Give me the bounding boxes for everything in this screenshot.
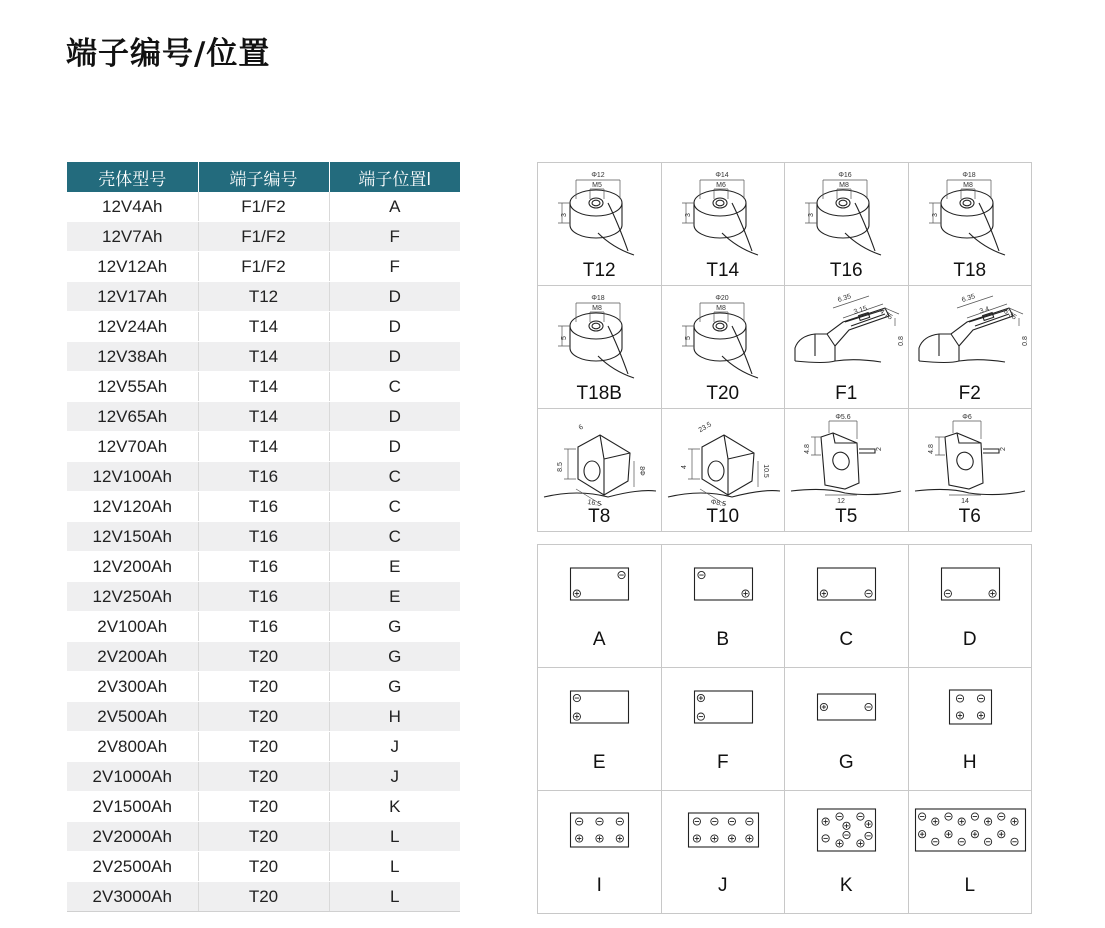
negative-terminal-icon [984, 838, 991, 845]
positive-terminal-icon [918, 831, 925, 838]
cell-case-model: 2V1000Ah [67, 762, 198, 792]
terminal-illustration [538, 409, 661, 509]
cell-terminal-number: T20 [198, 852, 329, 882]
negative-terminal-icon [693, 818, 700, 825]
battery-top-view [538, 791, 661, 871]
cell-terminal-position: J [329, 732, 460, 762]
cell-terminal-position: J [329, 762, 460, 792]
position-label: F [716, 752, 729, 773]
positive-terminal-icon [573, 713, 580, 720]
position-cell-b [662, 545, 786, 668]
terminal-label: T16 [829, 260, 863, 281]
column-header-terminal-number: 端子编号 [198, 162, 329, 192]
table-row [67, 222, 460, 252]
positive-terminal-icon [958, 818, 965, 825]
terminal-type-grid [537, 162, 1032, 532]
cell-case-model: 2V3000Ah [67, 882, 198, 912]
tab-terminal-drawing [919, 293, 1029, 362]
position-cell-e [538, 668, 662, 791]
cell-case-model: 12V12Ah [67, 252, 198, 282]
cell-case-model: 12V55Ah [67, 372, 198, 402]
position-cell-c [785, 545, 909, 668]
cell-terminal-number: T14 [198, 372, 329, 402]
round-terminal-drawing [682, 172, 758, 255]
cell-terminal-number: T16 [198, 552, 329, 582]
cell-terminal-position: K [329, 792, 460, 822]
dimension-thread: M8 [839, 182, 849, 189]
dimension-length: 12 [837, 498, 845, 505]
position-cell-i [538, 791, 662, 914]
dimension-thickness: 0.8 [898, 336, 905, 346]
battery-top-view [662, 545, 785, 625]
battery-top-view [909, 545, 1032, 625]
battery-top-view [662, 791, 785, 871]
cell-case-model: 2V300Ah [67, 672, 198, 702]
terminal-cell-t18b [538, 286, 662, 409]
dimension-thickness: 0.8 [1021, 336, 1029, 346]
table-row [67, 282, 460, 312]
positive-terminal-icon [710, 835, 717, 842]
positive-terminal-icon [741, 590, 748, 597]
terminal-label: T5 [835, 506, 858, 527]
negative-terminal-icon [836, 813, 843, 820]
negative-terminal-icon [822, 835, 829, 842]
column-header-terminal-position: 端子位置l [329, 162, 460, 192]
dimension-top: 6 [577, 423, 585, 432]
position-label: I [596, 875, 602, 896]
table-row [67, 252, 460, 282]
table-row [67, 192, 460, 222]
round-terminal-drawing [558, 295, 634, 378]
cell-case-model: 12V70Ah [67, 432, 198, 462]
cell-terminal-position: F [329, 222, 460, 252]
cell-terminal-number: T20 [198, 672, 329, 702]
position-cell-g [785, 668, 909, 791]
dimension-width: 4.75 [878, 307, 894, 322]
table-row [67, 492, 460, 522]
block-terminal-drawing [668, 421, 780, 508]
table-row [67, 432, 460, 462]
position-label: G [838, 752, 854, 773]
terminal-illustration [909, 163, 1032, 263]
battery-top-view [538, 545, 661, 625]
dimension-height: 3 [931, 213, 939, 217]
cell-terminal-number: T16 [198, 582, 329, 612]
negative-terminal-icon [865, 832, 872, 839]
negative-terminal-icon [1010, 838, 1017, 845]
terminal-spec-table [67, 162, 460, 912]
negative-terminal-icon [843, 831, 850, 838]
positive-terminal-icon [977, 712, 984, 719]
cell-terminal-position: L [329, 822, 460, 852]
position-label: B [716, 629, 730, 650]
positive-terminal-icon [728, 835, 735, 842]
cell-terminal-position: L [329, 882, 460, 912]
negative-terminal-icon [971, 813, 978, 820]
position-cell-a [538, 545, 662, 668]
negative-terminal-icon [931, 838, 938, 845]
dimension-top: 23.5 [697, 421, 713, 435]
cell-terminal-position: D [329, 312, 460, 342]
table-row [67, 672, 460, 702]
cell-terminal-position: E [329, 552, 460, 582]
table-row [67, 612, 460, 642]
terminal-position-grid [537, 544, 1032, 914]
terminal-label: T6 [958, 506, 981, 527]
negative-terminal-icon [616, 818, 623, 825]
positive-terminal-icon [843, 822, 850, 829]
dimension-diameter: Φ20 [714, 295, 729, 302]
battery-top-view [909, 668, 1032, 748]
cell-case-model: 12V120Ah [67, 492, 198, 522]
battery-outline [915, 809, 1025, 851]
positive-terminal-icon [857, 840, 864, 847]
position-label: K [839, 875, 853, 896]
positive-terminal-icon [836, 840, 843, 847]
terminal-cell-t12 [538, 163, 662, 286]
table-row [67, 852, 460, 882]
terminal-label: T20 [706, 383, 740, 404]
dimension-height: 3 [808, 213, 815, 217]
round-terminal-drawing [805, 172, 881, 255]
battery-outline [818, 809, 876, 851]
cell-terminal-number: T16 [198, 612, 329, 642]
positive-terminal-icon [1010, 818, 1017, 825]
cell-terminal-number: T14 [198, 342, 329, 372]
dimension-right: 10.5 [761, 464, 769, 478]
terminal-label: T8 [588, 506, 611, 527]
dimension-diameter: Φ14 [714, 172, 729, 179]
dimension-slot: 3.4 [978, 305, 990, 316]
terminal-cell-f2 [909, 286, 1033, 409]
dimension-bottom: Φ8.5 [709, 498, 726, 509]
dimension-thread: M8 [592, 305, 602, 312]
position-cell-k [785, 791, 909, 914]
cell-case-model: 12V200Ah [67, 552, 198, 582]
negative-terminal-icon [977, 695, 984, 702]
dimension-thread: M8 [962, 182, 973, 189]
negative-terminal-icon [573, 694, 580, 701]
battery-top-view [538, 668, 661, 748]
terminal-cell-t6 [909, 409, 1033, 532]
battery-top-view [785, 791, 908, 871]
dimension-height: 5 [684, 336, 692, 340]
terminal-illustration [662, 409, 785, 509]
dimension-height: 4.8 [804, 444, 811, 454]
lug-terminal-drawing [915, 414, 1025, 505]
column-header-case-model: 壳体型号 [67, 162, 198, 192]
negative-terminal-icon [857, 813, 864, 820]
cell-terminal-number: T16 [198, 522, 329, 552]
dimension-width: 6.35 [1001, 307, 1017, 322]
round-terminal-drawing [558, 172, 634, 255]
block-terminal-drawing [544, 424, 656, 509]
cell-terminal-number: F1/F2 [198, 222, 329, 252]
table-row [67, 732, 460, 762]
dimension-bottom: 16.5 [586, 498, 602, 509]
positive-terminal-icon [573, 590, 580, 597]
table-row [67, 522, 460, 552]
terminal-cell-t10 [662, 409, 786, 532]
cell-terminal-position: H [329, 702, 460, 732]
terminal-cell-t14 [662, 163, 786, 286]
cell-terminal-number: T14 [198, 402, 329, 432]
battery-outline [949, 690, 991, 724]
cell-case-model: 12V250Ah [67, 582, 198, 612]
table-row [67, 582, 460, 612]
cell-terminal-number: F1/F2 [198, 192, 329, 222]
cell-terminal-number: T14 [198, 312, 329, 342]
terminal-label: T14 [706, 260, 740, 281]
terminal-illustration [785, 286, 908, 386]
cell-terminal-number: T12 [198, 282, 329, 312]
dimension-length: 6.35 [960, 293, 976, 305]
positive-terminal-icon [596, 835, 603, 842]
negative-terminal-icon [697, 571, 704, 578]
cell-terminal-number: T14 [198, 432, 329, 462]
cell-terminal-number: T20 [198, 882, 329, 912]
dimension-length: 14 [960, 498, 969, 505]
cell-terminal-position: L [329, 852, 460, 882]
cell-terminal-number: T16 [198, 462, 329, 492]
table-row [67, 402, 460, 432]
cell-terminal-position: F [329, 252, 460, 282]
cell-terminal-number: F1/F2 [198, 252, 329, 282]
cell-case-model: 2V1500Ah [67, 792, 198, 822]
cell-terminal-position: G [329, 612, 460, 642]
positive-terminal-icon [984, 818, 991, 825]
terminal-illustration [785, 163, 908, 263]
positive-terminal-icon [956, 712, 963, 719]
positive-terminal-icon [693, 835, 700, 842]
dimension-right: 8Φ [638, 466, 645, 476]
position-label: A [592, 629, 606, 650]
table-row [67, 762, 460, 792]
terminal-label: T10 [706, 506, 740, 527]
table-row [67, 882, 460, 912]
tab-terminal-drawing [795, 293, 905, 362]
page-title: 端子编号/位置 [66, 36, 271, 72]
positive-terminal-icon [997, 831, 1004, 838]
positive-terminal-icon [820, 590, 827, 597]
terminal-illustration [909, 409, 1032, 509]
dimension-slot: 3.15 [852, 305, 869, 317]
position-label: C [839, 629, 854, 650]
terminal-label: T12 [582, 260, 616, 281]
round-terminal-drawing [929, 172, 1005, 255]
table-row [67, 642, 460, 672]
negative-terminal-icon [745, 818, 752, 825]
dimension-side: 4 [680, 465, 688, 469]
table-row [67, 792, 460, 822]
negative-terminal-icon [944, 590, 951, 597]
negative-terminal-icon [918, 813, 925, 820]
cell-case-model: 12V65Ah [67, 402, 198, 432]
position-label: D [962, 629, 977, 650]
terminal-cell-t18 [909, 163, 1033, 286]
cell-terminal-number: T16 [198, 492, 329, 522]
cell-terminal-position: D [329, 432, 460, 462]
terminal-cell-t16 [785, 163, 909, 286]
cell-case-model: 12V38Ah [67, 342, 198, 372]
negative-terminal-icon [865, 703, 872, 710]
table-header-row [67, 162, 460, 192]
positive-terminal-icon [931, 818, 938, 825]
terminal-illustration [538, 163, 661, 263]
cell-case-model: 2V800Ah [67, 732, 198, 762]
cell-terminal-number: T20 [198, 822, 329, 852]
negative-terminal-icon [576, 818, 583, 825]
cell-terminal-number: T20 [198, 762, 329, 792]
dimension-height: 3 [561, 213, 568, 217]
table-row [67, 372, 460, 402]
table-row [67, 312, 460, 342]
terminal-label: F2 [958, 383, 981, 404]
cell-terminal-position: C [329, 522, 460, 552]
position-cell-l [909, 791, 1033, 914]
terminal-label: T18 [953, 260, 987, 281]
position-cell-d [909, 545, 1033, 668]
terminal-cell-t8 [538, 409, 662, 532]
negative-terminal-icon [958, 838, 965, 845]
cell-case-model: 12V17Ah [67, 282, 198, 312]
battery-top-view [662, 668, 785, 748]
position-cell-h [909, 668, 1033, 791]
dimension-thickness: 2 [876, 447, 883, 451]
cell-case-model: 2V200Ah [67, 642, 198, 672]
positive-terminal-icon [944, 831, 951, 838]
negative-terminal-icon [865, 590, 872, 597]
battery-top-view [909, 791, 1032, 871]
terminal-label: F1 [835, 383, 858, 404]
dimension-thread: M6 [715, 182, 726, 189]
positive-terminal-icon [576, 835, 583, 842]
dimension-hole: Φ6 [961, 414, 972, 421]
cell-case-model: 2V100Ah [67, 612, 198, 642]
terminal-cell-f1 [785, 286, 909, 409]
table-row [67, 822, 460, 852]
dimension-height: 4.8 [927, 444, 935, 454]
positive-terminal-icon [822, 818, 829, 825]
negative-terminal-icon [697, 713, 704, 720]
position-cell-f [662, 668, 786, 791]
position-cell-j [662, 791, 786, 914]
table-row [67, 462, 460, 492]
battery-top-view [785, 668, 908, 748]
cell-terminal-position: D [329, 402, 460, 432]
dimension-thread: M8 [715, 305, 726, 312]
position-label: H [962, 752, 977, 773]
dimension-thread: M5 [592, 182, 602, 189]
table-row [67, 552, 460, 582]
negative-terminal-icon [956, 695, 963, 702]
terminal-cell-t5 [785, 409, 909, 532]
cell-case-model: 12V150Ah [67, 522, 198, 552]
positive-terminal-icon [865, 821, 872, 828]
negative-terminal-icon [618, 571, 625, 578]
table-row [67, 702, 460, 732]
terminal-illustration [662, 163, 785, 263]
cell-case-model: 12V4Ah [67, 192, 198, 222]
cell-terminal-position: G [329, 672, 460, 702]
terminal-illustration [785, 409, 908, 509]
cell-case-model: 2V2500Ah [67, 852, 198, 882]
cell-case-model: 12V100Ah [67, 462, 198, 492]
negative-terminal-icon [944, 813, 951, 820]
dimension-height: 3 [684, 213, 692, 217]
dimension-length: 6.35 [836, 293, 853, 305]
positive-terminal-icon [988, 590, 995, 597]
negative-terminal-icon [997, 813, 1004, 820]
cell-terminal-position: C [329, 492, 460, 522]
cell-terminal-position: D [329, 282, 460, 312]
terminal-cell-t20 [662, 286, 786, 409]
cell-case-model: 2V2000Ah [67, 822, 198, 852]
position-label: E [592, 752, 606, 773]
cell-terminal-position: C [329, 372, 460, 402]
positive-terminal-icon [820, 703, 827, 710]
cell-terminal-position: D [329, 342, 460, 372]
negative-terminal-icon [710, 818, 717, 825]
round-terminal-drawing [682, 295, 758, 378]
dimension-diameter: Φ18 [591, 295, 605, 302]
positive-terminal-icon [745, 835, 752, 842]
dimension-height: 5 [561, 336, 568, 340]
cell-terminal-position: G [329, 642, 460, 672]
terminal-illustration [538, 286, 661, 386]
cell-terminal-number: T20 [198, 732, 329, 762]
cell-terminal-position: E [329, 582, 460, 612]
cell-case-model: 12V7Ah [67, 222, 198, 252]
positive-terminal-icon [697, 694, 704, 701]
dimension-hole: Φ5.6 [835, 414, 851, 421]
cell-terminal-position: A [329, 192, 460, 222]
dimension-diameter: Φ18 [961, 172, 976, 179]
cell-case-model: 2V500Ah [67, 702, 198, 732]
position-label: J [718, 875, 728, 896]
dimension-side: 8.5 [557, 462, 564, 472]
positive-terminal-icon [616, 835, 623, 842]
cell-terminal-number: T20 [198, 642, 329, 672]
terminal-illustration [909, 286, 1032, 386]
table-row [67, 342, 460, 372]
dimension-diameter: Φ12 [591, 172, 605, 179]
dimension-diameter: Φ16 [838, 172, 852, 179]
battery-top-view [785, 545, 908, 625]
terminal-label: T18B [576, 383, 622, 404]
dimension-thickness: 2 [999, 447, 1007, 451]
cell-terminal-number: T20 [198, 792, 329, 822]
cell-terminal-position: C [329, 462, 460, 492]
terminal-illustration [662, 286, 785, 386]
positive-terminal-icon [971, 831, 978, 838]
negative-terminal-icon [728, 818, 735, 825]
cell-terminal-number: T20 [198, 702, 329, 732]
position-label: L [964, 875, 976, 896]
lug-terminal-drawing [791, 414, 901, 505]
negative-terminal-icon [596, 818, 603, 825]
cell-case-model: 12V24Ah [67, 312, 198, 342]
